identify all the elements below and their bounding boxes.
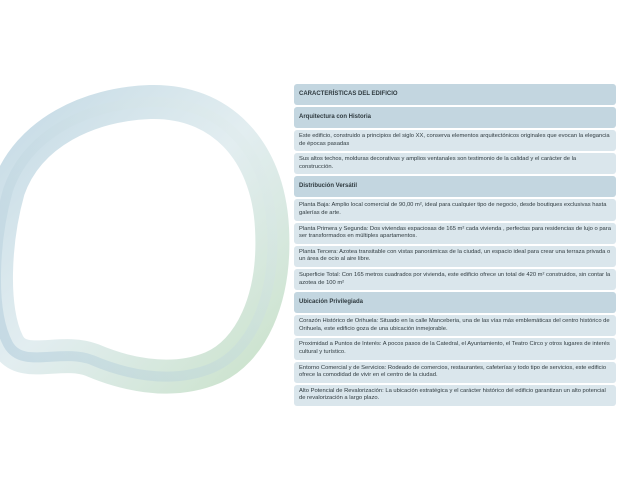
row-text: Este edificio, construido a principios del siglo XX, conserva elementos arquitectónicos originales que evocan la elegancia de épocas pasadas [299,133,610,147]
decorative-ring [0,0,300,480]
section-header [294,107,616,128]
table-row [294,338,616,359]
section-header-text: Distribución Versátil [299,183,358,190]
section-header-text: Arquitectura con Historia [299,113,372,120]
table-row [294,246,616,267]
table-row [294,315,616,336]
row-text: Planta Primera y Segunda: Dos viviendas espaciosas de 165 m² cada vivienda , perfectas para residencias de lujo o para ser transformados en múltiples apartamentos. [299,225,611,240]
row-text: Sus altos techos, molduras decorativas y amplios ventanales son testimonio de la calidad y el carácter de la construcción. [299,156,577,170]
section-header [294,176,616,197]
row-text: Planta Tercera: Azotea transitable con vistas panorámicas de la ciudad, un espacio ideal para crear una terraza privada o un área de ocio al aire libre. [299,248,611,263]
section-header-text: Ubicación Privilegiada [299,298,364,305]
table-row [294,199,616,220]
table-row [294,130,616,151]
row-text: Planta Baja: Amplio local comercial de 90,00 m², ideal para cualquier tipo de negocio, desde boutiques exclusivas hasta galerías de arte. [299,202,607,216]
row-text: Corazón Histórico de Orihuela: Situado en la calle Manceberia, una de las vías más emblemáticas del centro histórico de Orihuela, este edificio goza de una ubicación inmejorable. [299,318,610,332]
table-row [294,153,616,174]
table-row [294,269,616,290]
building-features-table [294,84,616,408]
table-row [294,362,616,383]
row-text: Alto Potencial de Revalorización: La ubicación estratégica y el carácter histórico del edificio garantizan un alto potencial de revalorización a largo plazo. [299,387,606,402]
row-text: Proximidad a Puntos de Interés: A pocos pasos de la Catedral, el Ayuntamiento, el Teatro Circo y otros lugares de interés cultural y turístico. [299,341,610,355]
row-text: Entorno Comercial y de Servicios: Rodeado de comercios, restaurantes, cafeterías y todo tipo de servicios, este edificio ofrece la comodidad de vivir en el centro de la ciudad. [299,364,607,379]
table-row [294,223,616,244]
table-title: CARACTERÍSTICAS DEL EDIFICIO [294,84,616,105]
section-header [294,292,616,313]
row-text: Superficie Total: Con 165 metros cuadrados por vivienda, este edificio ofrece un total de 420 m² construidos, sin contar la azotea de 100 m² [299,271,611,286]
table-row [294,385,616,406]
